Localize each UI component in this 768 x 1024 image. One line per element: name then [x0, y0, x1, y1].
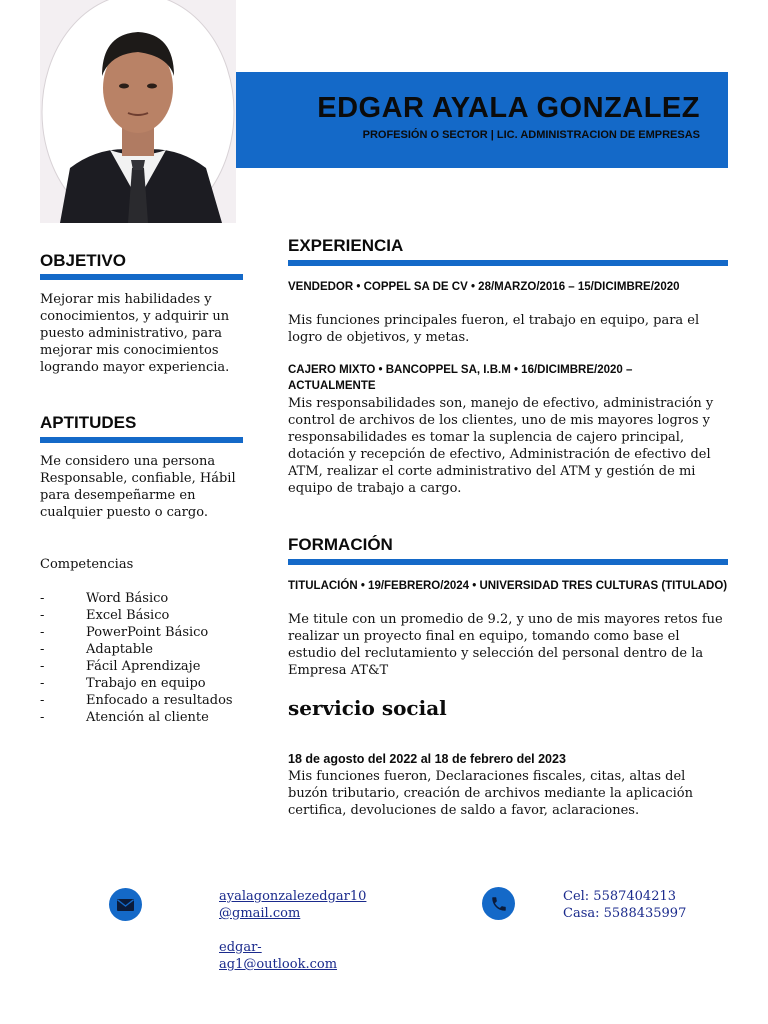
- skills-title: APTITUDES: [40, 413, 137, 432]
- competency-item: Adaptable: [86, 642, 153, 657]
- list-item: [40, 709, 250, 726]
- list-dash: -: [40, 659, 45, 674]
- list-item: [40, 658, 250, 675]
- social-service-title: servicio social: [288, 696, 447, 720]
- competencies-list: [40, 590, 250, 726]
- competency-item: Fácil Aprendizaje: [86, 659, 201, 674]
- skills-text: Me considero una persona Responsable, confiable, Hábil para desempeñarme en cualquier puesto o cargo.: [40, 454, 236, 520]
- profession-line: PROFESIÓN O SECTOR | LIC. ADMINISTRACION DE EMPRESAS: [362, 129, 700, 141]
- list-dash: -: [40, 625, 45, 640]
- competency-item: Atención al cliente: [86, 710, 209, 725]
- email-primary-line1[interactable]: ayalagonzalezedgar10: [219, 889, 367, 904]
- list-dash: -: [40, 693, 45, 708]
- list-item: [40, 675, 250, 692]
- education-divider: [288, 559, 728, 565]
- competency-item: Word Básico: [86, 591, 169, 606]
- phone-casa: Casa: 5588435997: [563, 906, 687, 921]
- phone-icon: [482, 887, 515, 920]
- list-item: [40, 590, 250, 607]
- job-heading: CAJERO MIXTO • BANCOPPEL SA, I.B.M • 16/DICIMBRE/2020 – ACTUALMENTE: [288, 364, 633, 392]
- social-service-dates: 18 de agosto del 2022 al 18 de febrero del 2023: [288, 752, 566, 766]
- list-item: [40, 624, 250, 641]
- education-heading: TITULACIÓN • 19/FEBRERO/2024 • UNIVERSIDAD TRES CULTURAS (TITULADO): [288, 580, 728, 592]
- email-link-secondary[interactable]: [219, 939, 337, 973]
- email-link-primary[interactable]: [219, 888, 366, 922]
- email-primary-line2[interactable]: @gmail.com: [219, 906, 301, 921]
- email-secondary-line2[interactable]: ag1@outlook.com: [219, 957, 338, 972]
- competency-item: Enfocado a resultados: [86, 693, 233, 708]
- experience-title: EXPERIENCIA: [288, 236, 404, 255]
- competencies-label: Competencias: [40, 557, 134, 572]
- list-dash: -: [40, 608, 45, 623]
- skills-divider: [40, 437, 243, 443]
- competency-item: Trabajo en equipo: [86, 676, 206, 691]
- list-dash: -: [40, 710, 45, 725]
- candidate-name: EDGAR AYALA GONZALEZ: [317, 92, 700, 124]
- job-description: Mis responsabilidades son, manejo de efectivo, administración y control de archivos de los clientes, uno de mis mayores logros y responsabilidades es tomar la suplencia de cajero principal, dotación y recepción de efectivo, Administración de efectivo del ATM, realizar el corte administrativo del ATM y gestión de mi equipo de trabajo a cargo.: [288, 396, 714, 496]
- list-item: [40, 607, 250, 624]
- phone-cel: Cel: 5587404213: [563, 889, 677, 904]
- social-service-description: Mis funciones fueron, Declaraciones fiscales, citas, altas del buzón tributario, creación de archivos mediante la aplicación certifica, devoluciones de saldo a favor, aclaraciones.: [288, 769, 693, 818]
- competency-item: PowerPoint Básico: [86, 625, 209, 640]
- list-dash: -: [40, 642, 45, 657]
- job-heading: VENDEDOR • COPPEL SA DE CV • 28/MARZO/2016 – 15/DICIMBRE/2020: [288, 281, 680, 293]
- education-title: FORMACIÓN: [288, 535, 393, 554]
- list-dash: -: [40, 591, 45, 606]
- experience-divider: [288, 260, 728, 266]
- list-item: [40, 692, 250, 709]
- profile-photo: [40, 0, 236, 223]
- job-description: Mis funciones principales fueron, el trabajo en equipo, para el logro de objetivos, y metas.: [288, 313, 700, 345]
- list-dash: -: [40, 676, 45, 691]
- phone-block: [563, 888, 686, 922]
- objective-title: OBJETIVO: [40, 251, 126, 270]
- portrait-image: [40, 0, 236, 223]
- objective-text: Mejorar mis habilidades y conocimientos, y adquirir un puesto administrativo, para mejorar mis conocimientos logrando mayor experiencia.: [40, 292, 230, 375]
- education-description: Me titule con un promedio de 9.2, y uno de mis mayores retos fue realizar un proyecto final en equipo, tomando como base el estudio del reclutamiento y selección del personal dentro de la Empresa AT&T: [288, 612, 723, 678]
- list-item: [40, 641, 250, 658]
- envelope-icon: [109, 888, 142, 921]
- competency-item: Excel Básico: [86, 608, 170, 623]
- email-secondary-line1[interactable]: edgar-: [219, 940, 262, 955]
- objective-divider: [40, 274, 243, 280]
